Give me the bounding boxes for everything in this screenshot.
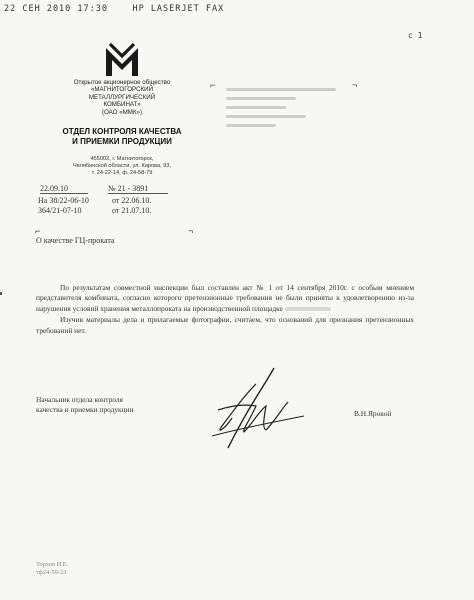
ref-number: № 21 - 3891 [108, 184, 168, 194]
signatory-title [36, 395, 133, 415]
subject-bracket-right: ¬ [188, 226, 194, 236]
paragraph [36, 283, 414, 314]
org-line: Открытое акционерное общество [73, 79, 171, 86]
executor-name: Торхов И.Е. [36, 561, 69, 568]
letter-body [36, 283, 414, 337]
org-line: «МАГНИТОГОРСКИЙ [90, 86, 154, 94]
handwritten-signature [204, 366, 314, 452]
signatory-title-line: Начальник отдела контроля [36, 395, 123, 404]
scan-mark [0, 292, 2, 295]
address-line: Челябинской области, ул. Кирова, 93, [72, 163, 172, 169]
dept-line: И ПРИЕМКИ ПРОДУКЦИИ [72, 136, 172, 146]
ref-on-1-date: от 22.06.10. [112, 196, 152, 205]
ref-date: 22.09.10 [40, 184, 88, 194]
address [52, 156, 192, 177]
address-line: 455002, г. Магнитогорск, [90, 156, 154, 162]
ref-on-1: На 38/22-06-10 [38, 196, 89, 205]
recipient-bracket-left: ⌐ [210, 80, 216, 90]
subject-line: О качестве ГЦ-проката [36, 236, 115, 245]
ref-on-2: 364/21-07-10 [38, 206, 82, 215]
signatory-title-line: качества и приемки продукции [36, 405, 134, 414]
paragraph-text: Изучив материалы дела и прилагаемые фотографии, [60, 315, 232, 325]
ref-on-2-date: от 21.07.10. [112, 206, 152, 215]
recipient-bracket-right: ¬ [352, 80, 358, 90]
org-line: (ОАО «ММК») [101, 108, 143, 116]
signatory-name: В.Н.Яровой [354, 409, 392, 418]
page-number: с 1 [408, 31, 423, 40]
fax-header: 22 СЕН 2010 17:30 HP LASERJET FAX [4, 4, 225, 14]
paragraph-text: считаем, что оснований для признания претензионных требований нет. [36, 315, 414, 335]
dept-line: ОТДЕЛ КОНТРОЛЯ КАЧЕСТВА [62, 127, 182, 136]
org-line: МЕТАЛЛУРГИЧЕСКИЙ [88, 93, 156, 101]
recipient-block-faded [226, 88, 346, 133]
paragraph-text: По результатам совместной инспекции был составлен акт № 1 от 14 сентября 2010г. с особым мнением представителя комбината, согласно которого претензионные требования не были приняты к удовлетворению из-за нарушения условий хранения металлопроката на производственной площадке [36, 283, 414, 313]
executor-info [36, 561, 68, 577]
subject-bracket-left: ⌐ [35, 226, 41, 236]
mmk-logo-icon [104, 42, 140, 78]
address-line: т. 24-22-14, ф. 24-58-79 [91, 170, 153, 176]
paragraph [36, 315, 414, 336]
organization-name [52, 79, 192, 116]
executor-phone: тф24-59-23 [36, 569, 67, 576]
org-line: КОМБИНАТ» [103, 101, 141, 109]
department-title [52, 127, 192, 146]
redacted-text [285, 307, 331, 311]
